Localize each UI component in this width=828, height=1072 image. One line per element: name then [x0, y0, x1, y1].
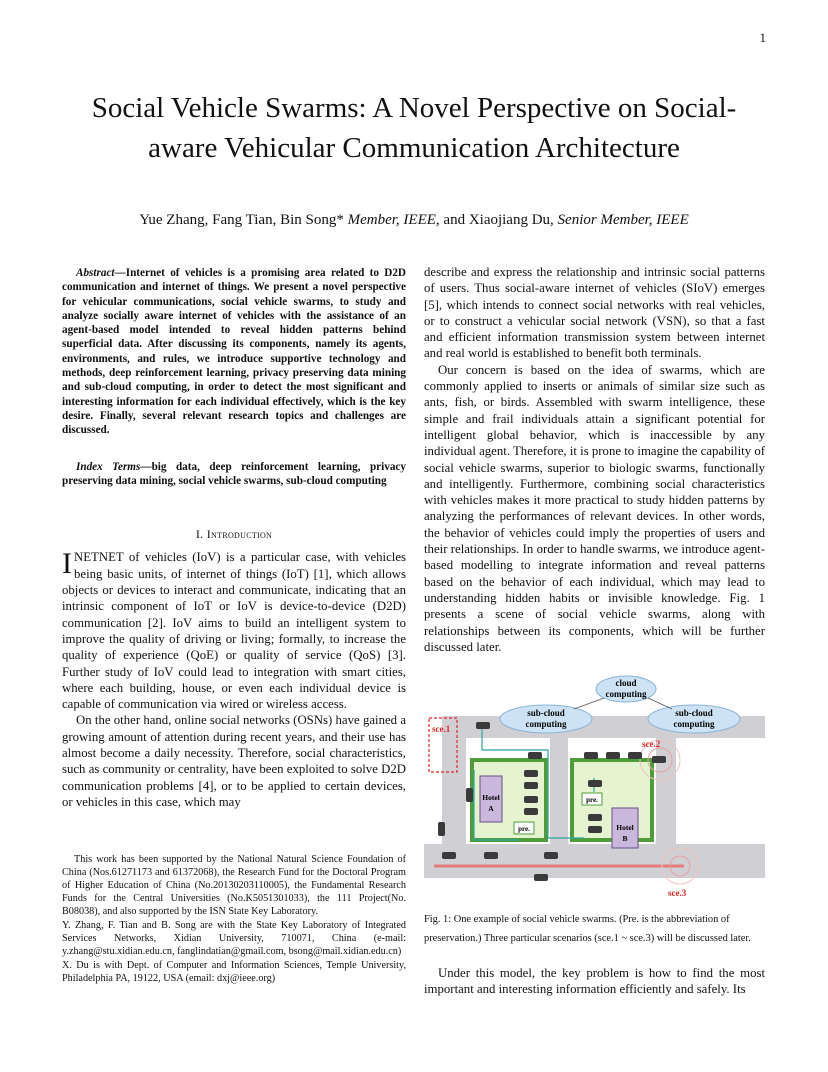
vehicle — [438, 822, 445, 836]
vehicle — [484, 852, 498, 859]
vehicle — [544, 852, 558, 859]
hotel-b-label-2: B — [622, 834, 628, 843]
road-left — [442, 716, 466, 856]
sce3-label: sce.3 — [668, 888, 687, 898]
vehicle — [588, 780, 602, 787]
footnote-funding: This work has been supported by the National Natural Science Foundation of China (Nos.61271173 and 61372068), the Research Fund for the Doctoral Program of Higher Education of China (No.20130203110005), the Fundamental Research Funds for the Central Universities (No.K5051301033), the 111 Project(No. B08038), and also supported by the ISN State Key Laboratory. — [62, 854, 406, 917]
right-column-continued — [424, 965, 765, 998]
right-column — [424, 264, 765, 655]
paper-title: Social Vehicle Swarms: A Novel Perspective on Social-aware Vehicular Communication Architecture — [91, 92, 737, 164]
vehicle — [524, 808, 538, 815]
hotel-b-label-1: Hotel — [616, 823, 634, 832]
road-right — [656, 738, 676, 848]
sub-cloud-left-label-1: sub-cloud — [527, 708, 565, 718]
vehicle — [466, 788, 473, 802]
footnotes — [62, 853, 406, 986]
drop-cap: I — [62, 547, 72, 581]
right-paragraph-2: Our concern is based on the idea of swarms, which are commonly applied to inserts or animals of similar size such as ants, fish, or birds. Assembled with swarm intelligence, these simple and frail individuals attain a significant potential for intelligent global behavior, which is inaccessible by any individual agent. Therefore, it is prone to imagine the capability of social vehicle swarms, superior to biologic swarms, functionally and intelligently. Furthermore, combining social characteristics with vehicles makes it more practical to study hidden patterns by analyzing the performances of relevant devices. In other words, the behavior of vehicles could imply the properties of users and their relationships. In order to handle swarms, we introduce agent-based modelling to integrate information and reveal patterns based on the behavior of each individual, which may lead to understanding hidden habits or invisible knowledge. Fig. 1 presents a scene of social vehicle swarms, along with relationships between its components, which will be further discussed later. — [424, 362, 765, 654]
abstract-text: —Internet of vehicles is a promising area related to D2D communication and internet of things. We present a novel perspective for vehicular communications, social vehicle swarms, to study and analyze socially aware internet of vehicles with the assistance of an agent-based model intended to reveal hidden patterns behind superficial data. After discussing its components, namely its agents, environments, and rules, we introduce supportive technology and methods, deep reinforcement learning, privacy preserving data mining and sub-cloud computing, in order to detect the most significant and interesting information for each individual effectively, which is the key desire. Finally, several relevant research topics and challenges are discussed. — [62, 267, 406, 437]
figure-caption: Fig. 1: One example of social vehicle swarms. (Pre. is the abbreviation of preservation.) Three particular scenarios (sce.1 ~ sce.3) will be discussed later. — [424, 914, 751, 944]
abstract — [62, 266, 406, 438]
vehicle — [476, 722, 490, 729]
index-terms-text: —big data, deep reinforcement learning, privacy preserving data mining, social vehicle swarms, sub-cloud computing — [62, 460, 406, 487]
author-line — [60, 212, 768, 229]
vehicle — [534, 874, 548, 881]
sub-cloud-left-label-2: computing — [525, 719, 567, 729]
vehicle — [588, 826, 602, 833]
sub-cloud-right-label-1: sub-cloud — [675, 708, 713, 718]
intro-paragraph-1: INETNET of vehicles (IoV) is a particular case, with vehicles being basic units, of internet of things (IoT) [1], which allows objects or devices to interact and communicate, indicating that an intrinsic component of IoT or IoV is device-to-device (D2D) communication [2]. IoV aims to build an intelligent system to improve the quality of driving or living; formally, to increase the quality of experience (QoE) or quality of service (QoS) [3]. Further study of IoV could lead to integration with smart cities, where each building, house, or even each individual device is capable of communication via wired or wireless access. — [62, 547, 406, 712]
right-paragraph-3: Under this model, the key problem is how to find the most important and interesting information efficiently and safely. Its — [424, 966, 765, 997]
page-number: 1 — [759, 30, 766, 45]
sub-cloud-left — [500, 705, 592, 733]
pre-label-1: pre. — [586, 796, 598, 804]
vehicle — [442, 852, 456, 859]
index-terms-label: Index Terms — [76, 460, 141, 473]
vehicle — [524, 796, 538, 803]
vehicle — [606, 752, 620, 759]
right-paragraph-1: describe and express the relationship and intrinsic social patterns of users. Thus social-aware internet of vehicles (SIoV) emerges [5], which intends to connect social networks with real vehicles, or to construct a vehicular social network (VSN), so that a fast and efficient information transmission system between internet and real world is established to benefit both terminals. — [424, 265, 765, 361]
author-membership-1: Member, IEEE, — [347, 212, 440, 228]
hotel-a-label-2: A — [488, 804, 494, 813]
section-heading — [62, 526, 406, 542]
vehicle — [524, 782, 538, 789]
sce1-label: sce.1 — [432, 724, 451, 734]
road-bottom — [424, 844, 765, 878]
link-cloud-left — [574, 698, 604, 709]
index-terms — [62, 460, 406, 489]
vehicle — [584, 752, 598, 759]
section-number: I. — [195, 527, 204, 542]
vehicle — [524, 770, 538, 777]
cloud-top — [596, 676, 656, 702]
footnote-affiliation-2: X. Du is with Dept. of Computer and Information Sciences, Temple University, Philadelphia PA, 19122, USA (email: dxj@ieee.org) — [62, 960, 406, 984]
author-membership-2: Senior Member, IEEE — [557, 212, 689, 228]
vehicle — [528, 752, 542, 759]
cloud-label-2: computing — [605, 689, 647, 699]
cloud-label-1: cloud — [615, 678, 637, 688]
sub-cloud-right-label-2: computing — [673, 719, 715, 729]
left-column — [62, 266, 406, 810]
sub-cloud-right — [648, 705, 740, 733]
abstract-label: Abstract — [76, 267, 115, 279]
link-cloud-right — [648, 698, 672, 709]
road-middle — [550, 738, 568, 848]
hotel-a-label-1: Hotel — [482, 793, 500, 802]
section-title: Introduction — [206, 527, 273, 542]
pre-label-2: pre. — [518, 825, 530, 833]
vehicle — [588, 814, 602, 821]
vehicle — [652, 756, 666, 763]
footnote-affiliation-1: Y. Zhang, F. Tian and B. Song are with the State Key Laboratory of Integrated Services Networks, Xidian University, 710071, China (e-mail: y.zhang@stu.xidian.edu.cn, fanglindatian@gmail.com, bsong@mail.xidian.edu.cn) — [62, 920, 406, 957]
intro-paragraph-2: On the other hand, online social networks (OSNs) have gained a growing amount of attention during recent years, and their use has almost become a daily necessity. Therefore, social characteristics, such as community or centrality, have been exploited to solve D2D communication problems [4], or to be applied to certain devices, or vehicles in this case, which may — [62, 713, 406, 809]
vehicle — [628, 752, 642, 759]
author-names: Yue Zhang, Fang Tian, Bin Song* — [139, 212, 348, 228]
sce2-label: sce.2 — [642, 739, 661, 749]
figure-1 — [424, 674, 765, 900]
author-and: and Xiaojiang Du, — [439, 212, 558, 228]
